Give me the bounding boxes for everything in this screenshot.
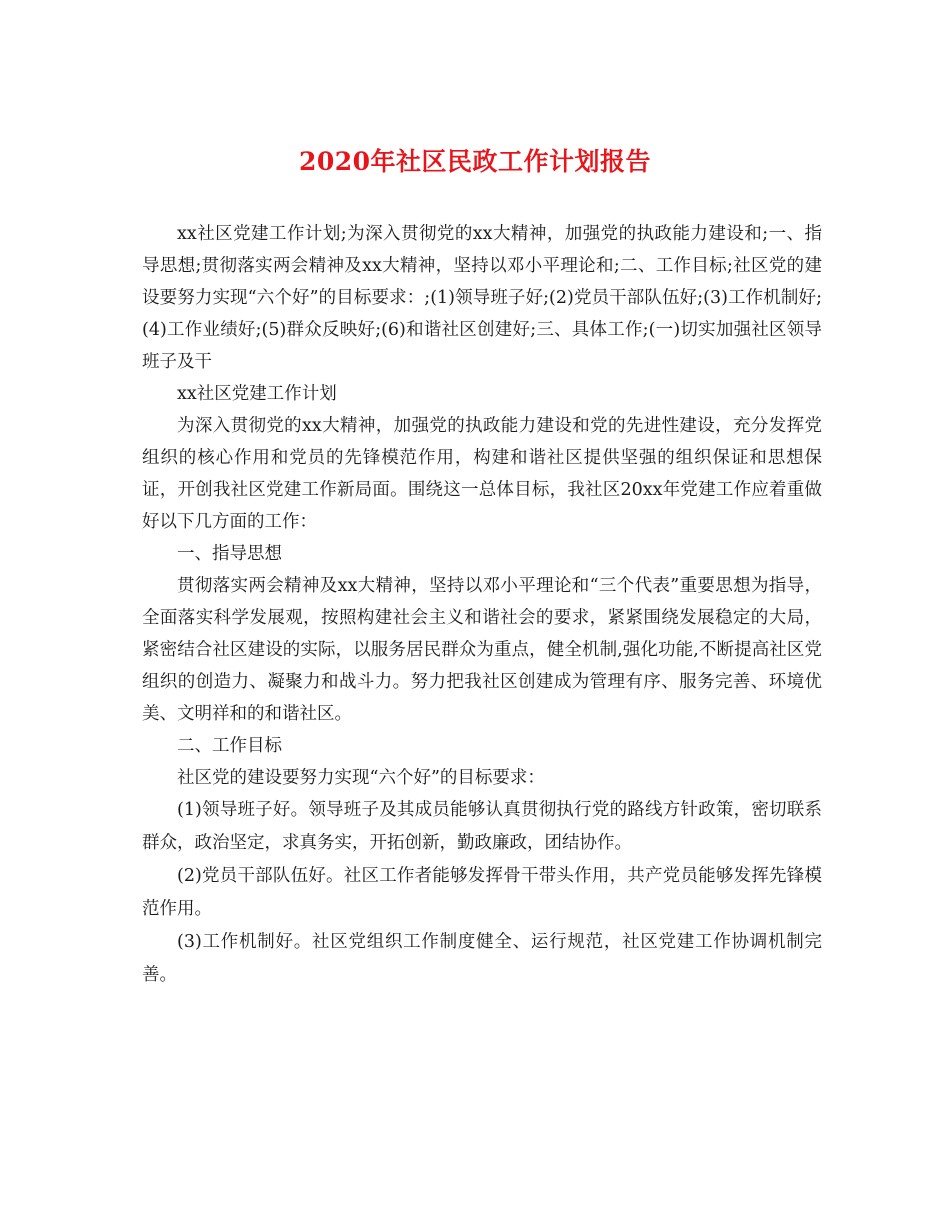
- paragraph-plan-heading: xx社区党建工作计划: [177, 384, 337, 404]
- document-body: [142, 218, 822, 992]
- section-heading-work-goals: 二、工作目标: [177, 736, 282, 756]
- paragraph-goal-3: (3)工作机制好。社区党组织工作制度健全、运行规范，社区党建工作协调机制完善。: [142, 932, 822, 985]
- document-title: 2020年社区民政工作计划报告: [298, 147, 652, 176]
- paragraph-intro: 为深入贯彻党的xx大精神，加强党的执政能力建设和党的先进性建设，充分发挥党组织的核心作用和党员的先锋模范作用，构建和谐社区提供坚强的组织保证和思想保证，开创我社区党建工作新局面。围绕这一总体目标，我社区20xx年党建工作应着重做好以下几方面的工作：: [142, 416, 822, 532]
- paragraph-goal-2: (2)党员干部队伍好。社区工作者能够发挥骨干带头作用，共产党员能够发挥先锋模范作用。: [142, 866, 822, 919]
- section-heading-guiding-ideology: 一、指导思想: [177, 544, 282, 564]
- paragraph-goal-1: (1)领导班子好。领导班子及其成员能够认真贯彻执行党的路线方针政策，密切联系群众，政治坚定，求真务实，开拓创新，勤政廉政，团结协作。: [142, 800, 822, 853]
- paragraph-goals-intro: 社区党的建设要努力实现“六个好”的目标要求：: [177, 768, 545, 788]
- paragraph-guiding-ideology: 贯彻落实两会精神及xx大精神，坚持以邓小平理论和“三个代表”重要思想为指导，全面落实科学发展观，按照构建社会主义和谐社会的要求，紧紧围绕发展稳定的大局，紧密结合社区建设的实际，以服务居民群众为重点，健全机制,强化功能,不断提高社区党组织的创造力、凝聚力和战斗力。努力把我社区创建成为管理有序、服务完善、环境优美、文明祥和的和谐社区。: [142, 576, 822, 724]
- paragraph-summary: xx社区党建工作计划;为深入贯彻党的xx大精神，加强党的执政能力建设和;一、指导思想;贯彻落实两会精神及xx大精神，坚持以邓小平理论和;二、工作目标;社区党的建设要努力实现“六个好”的目标要求：;(1)领导班子好;(2)党员干部队伍好;(3)工作机制好;(4)工作业绩好;(5)群众反映好;(6)和谐社区创建好;三、具体工作;(一)切实加强社区领导班子及干: [142, 224, 822, 372]
